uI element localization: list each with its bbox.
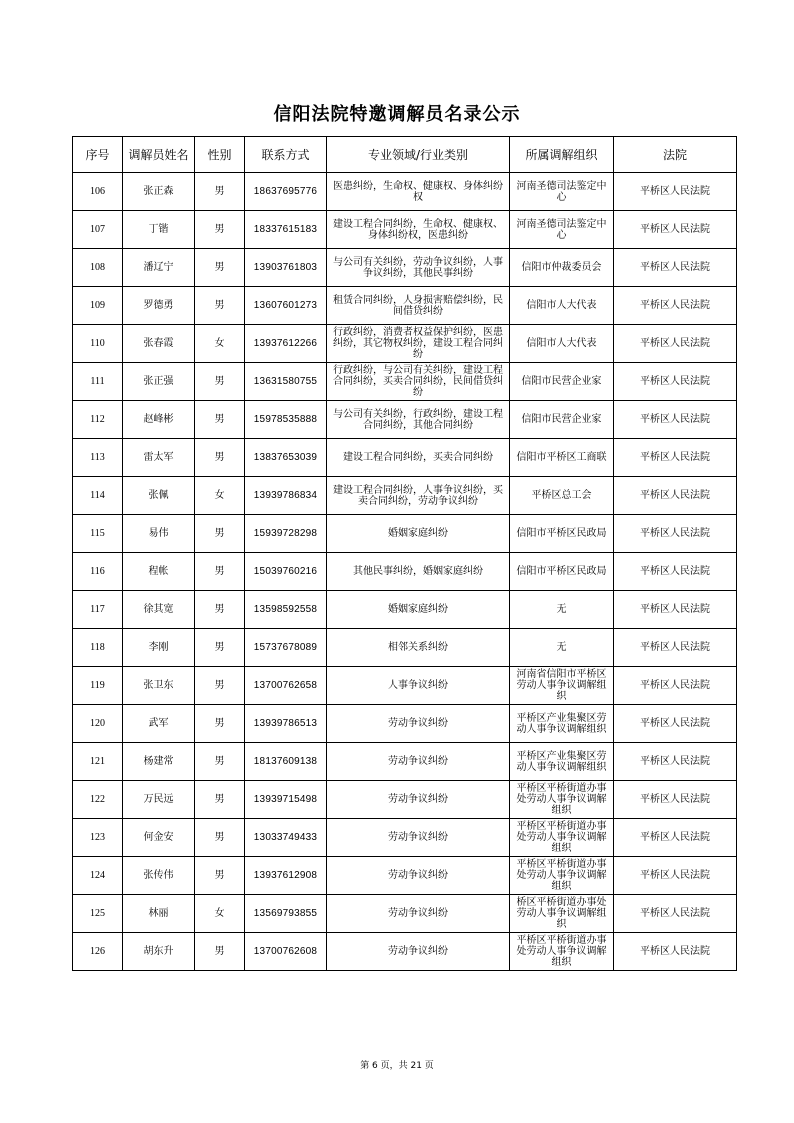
- court-cell: 平桥区人民法院: [614, 781, 737, 819]
- field-cell: 劳动争议纠纷: [327, 743, 510, 781]
- table-row: [73, 211, 737, 249]
- phone-cell: 15039760216: [245, 553, 327, 591]
- mediator-name: 丁锴: [123, 211, 195, 249]
- organization-cell: 信阳市仲裁委员会: [510, 249, 614, 287]
- row-number: 122: [73, 781, 123, 819]
- row-number: 110: [73, 325, 123, 363]
- table-row: [73, 363, 737, 401]
- court-cell: 平桥区人民法院: [614, 591, 737, 629]
- mediator-name: 张传伟: [123, 857, 195, 895]
- gender-cell: 男: [195, 705, 245, 743]
- row-number: 124: [73, 857, 123, 895]
- court-cell: 平桥区人民法院: [614, 439, 737, 477]
- mediator-name: 程帐: [123, 553, 195, 591]
- gender-cell: 男: [195, 211, 245, 249]
- court-cell: 平桥区人民法院: [614, 287, 737, 325]
- gender-cell: 女: [195, 477, 245, 515]
- mediator-name: 徐其宽: [123, 591, 195, 629]
- gender-cell: 男: [195, 933, 245, 971]
- court-cell: 平桥区人民法院: [614, 667, 737, 705]
- mediator-name: 万民远: [123, 781, 195, 819]
- court-cell: 平桥区人民法院: [614, 173, 737, 211]
- field-cell: 行政纠纷，与公司有关纠纷，建设工程合同纠纷，买卖合同纠纷，民间借贷纠纷: [327, 363, 510, 401]
- mediator-name: 林丽: [123, 895, 195, 933]
- organization-cell: 平桥区产业集聚区劳动人事争议调解组织: [510, 743, 614, 781]
- organization-cell: 平桥区平桥街道办事处劳动人事争议调解组织: [510, 819, 614, 857]
- table-row: [73, 933, 737, 971]
- gender-cell: 男: [195, 591, 245, 629]
- organization-cell: 平桥区平桥街道办事处劳动人事争议调解组织: [510, 781, 614, 819]
- field-cell: 劳动争议纠纷: [327, 857, 510, 895]
- mediator-name: 胡东升: [123, 933, 195, 971]
- table-row: [73, 895, 737, 933]
- mediator-name: 张卫东: [123, 667, 195, 705]
- table-row: [73, 591, 737, 629]
- court-cell: 平桥区人民法院: [614, 705, 737, 743]
- table-row: [73, 287, 737, 325]
- court-cell: 平桥区人民法院: [614, 515, 737, 553]
- mediator-name: 张正强: [123, 363, 195, 401]
- court-cell: 平桥区人民法院: [614, 363, 737, 401]
- row-number: 112: [73, 401, 123, 439]
- table-row: [73, 477, 737, 515]
- gender-cell: 男: [195, 515, 245, 553]
- row-number: 106: [73, 173, 123, 211]
- field-cell: 医患纠纷，生命权、健康权、身体纠纷权: [327, 173, 510, 211]
- row-number: 115: [73, 515, 123, 553]
- gender-cell: 男: [195, 819, 245, 857]
- table-row: [73, 249, 737, 287]
- organization-cell: 桥区平桥街道办事处劳动人事争议调解组织: [510, 895, 614, 933]
- phone-cell: 13033749433: [245, 819, 327, 857]
- field-cell: 劳动争议纠纷: [327, 781, 510, 819]
- phone-cell: 13607601273: [245, 287, 327, 325]
- court-cell: 平桥区人民法院: [614, 819, 737, 857]
- row-number: 113: [73, 439, 123, 477]
- row-number: 109: [73, 287, 123, 325]
- header-name: 调解员姓名: [123, 137, 195, 173]
- header-court: 法院: [614, 137, 737, 173]
- mediator-name: 潘辽宁: [123, 249, 195, 287]
- court-cell: 平桥区人民法院: [614, 895, 737, 933]
- phone-cell: 13937612908: [245, 857, 327, 895]
- organization-cell: 信阳市民营企业家: [510, 363, 614, 401]
- gender-cell: 男: [195, 629, 245, 667]
- organization-cell: 信阳市平桥区民政局: [510, 553, 614, 591]
- row-number: 125: [73, 895, 123, 933]
- table-row: [73, 325, 737, 363]
- mediator-name: 雷太军: [123, 439, 195, 477]
- phone-cell: 18337615183: [245, 211, 327, 249]
- phone-cell: 13939786513: [245, 705, 327, 743]
- table-body: [73, 173, 737, 971]
- row-number: 123: [73, 819, 123, 857]
- gender-cell: 男: [195, 781, 245, 819]
- phone-cell: 15737678089: [245, 629, 327, 667]
- mediator-name: 何金安: [123, 819, 195, 857]
- mediator-name: 武军: [123, 705, 195, 743]
- table-row: [73, 743, 737, 781]
- table-row: [73, 439, 737, 477]
- gender-cell: 男: [195, 553, 245, 591]
- field-cell: 与公司有关纠纷，行政纠纷，建设工程合同纠纷，其他合同纠纷: [327, 401, 510, 439]
- court-cell: 平桥区人民法院: [614, 477, 737, 515]
- court-cell: 平桥区人民法院: [614, 211, 737, 249]
- gender-cell: 男: [195, 363, 245, 401]
- organization-cell: 平桥区平桥街道办事处劳动人事争议调解组织: [510, 933, 614, 971]
- gender-cell: 女: [195, 325, 245, 363]
- organization-cell: 河南圣德司法鉴定中心: [510, 211, 614, 249]
- phone-cell: 13903761803: [245, 249, 327, 287]
- mediator-name: 杨建常: [123, 743, 195, 781]
- table-row: [73, 705, 737, 743]
- phone-cell: 13700762658: [245, 667, 327, 705]
- field-cell: 劳动争议纠纷: [327, 933, 510, 971]
- mediator-name: 李刚: [123, 629, 195, 667]
- field-cell: 劳动争议纠纷: [327, 895, 510, 933]
- phone-cell: 13937612266: [245, 325, 327, 363]
- field-cell: 婚姻家庭纠纷: [327, 591, 510, 629]
- gender-cell: 男: [195, 401, 245, 439]
- organization-cell: 信阳市人大代表: [510, 325, 614, 363]
- gender-cell: 女: [195, 895, 245, 933]
- court-cell: 平桥区人民法院: [614, 743, 737, 781]
- field-cell: 劳动争议纠纷: [327, 705, 510, 743]
- phone-cell: 13939786834: [245, 477, 327, 515]
- row-number: 126: [73, 933, 123, 971]
- gender-cell: 男: [195, 173, 245, 211]
- field-cell: 婚姻家庭纠纷: [327, 515, 510, 553]
- table-row: [73, 781, 737, 819]
- court-cell: 平桥区人民法院: [614, 629, 737, 667]
- phone-cell: 18637695776: [245, 173, 327, 211]
- phone-cell: 13569793855: [245, 895, 327, 933]
- organization-cell: 信阳市民营企业家: [510, 401, 614, 439]
- phone-cell: 13837653039: [245, 439, 327, 477]
- gender-cell: 男: [195, 287, 245, 325]
- table-row: [73, 629, 737, 667]
- organization-cell: 平桥区总工会: [510, 477, 614, 515]
- phone-cell: 13700762608: [245, 933, 327, 971]
- organization-cell: 无: [510, 591, 614, 629]
- court-cell: 平桥区人民法院: [614, 553, 737, 591]
- phone-cell: 13939715498: [245, 781, 327, 819]
- gender-cell: 男: [195, 249, 245, 287]
- row-number: 111: [73, 363, 123, 401]
- row-number: 120: [73, 705, 123, 743]
- organization-cell: 信阳市人大代表: [510, 287, 614, 325]
- organization-cell: 平桥区产业集聚区劳动人事争议调解组织: [510, 705, 614, 743]
- row-number: 108: [73, 249, 123, 287]
- field-cell: 人事争议纠纷: [327, 667, 510, 705]
- organization-cell: 无: [510, 629, 614, 667]
- table-row: [73, 553, 737, 591]
- court-cell: 平桥区人民法院: [614, 325, 737, 363]
- field-cell: 其他民事纠纷，婚姻家庭纠纷: [327, 553, 510, 591]
- table-row: [73, 667, 737, 705]
- field-cell: 行政纠纷，消费者权益保护纠纷，医患纠纷，其它物权纠纷，建设工程合同纠纷: [327, 325, 510, 363]
- header-no: 序号: [73, 137, 123, 173]
- mediator-name: 张正森: [123, 173, 195, 211]
- phone-cell: 18137609138: [245, 743, 327, 781]
- gender-cell: 男: [195, 857, 245, 895]
- row-number: 116: [73, 553, 123, 591]
- field-cell: 租赁合同纠纷，人身损害赔偿纠纷，民间借贷纠纷: [327, 287, 510, 325]
- organization-cell: 河南圣德司法鉴定中心: [510, 173, 614, 211]
- field-cell: 建设工程合同纠纷，生命权、健康权、身体纠纷权，医患纠纷: [327, 211, 510, 249]
- header-phone: 联系方式: [245, 137, 327, 173]
- gender-cell: 男: [195, 439, 245, 477]
- court-cell: 平桥区人民法院: [614, 249, 737, 287]
- row-number: 107: [73, 211, 123, 249]
- mediator-name: 赵峰彬: [123, 401, 195, 439]
- mediator-name: 张春霞: [123, 325, 195, 363]
- row-number: 121: [73, 743, 123, 781]
- page-title: 信阳法院特邀调解员名录公示: [273, 104, 521, 125]
- organization-cell: 信阳市平桥区工商联: [510, 439, 614, 477]
- court-cell: 平桥区人民法院: [614, 401, 737, 439]
- phone-cell: 13598592558: [245, 591, 327, 629]
- row-number: 114: [73, 477, 123, 515]
- header-org: 所属调解组织: [510, 137, 614, 173]
- table-row: [73, 173, 737, 211]
- mediator-table: [72, 136, 737, 971]
- organization-cell: 河南省信阳市平桥区劳动人事争议调解组织: [510, 667, 614, 705]
- table-row: [73, 857, 737, 895]
- table-row: [73, 515, 737, 553]
- court-cell: 平桥区人民法院: [614, 857, 737, 895]
- field-cell: 劳动争议纠纷: [327, 819, 510, 857]
- phone-cell: 13631580755: [245, 363, 327, 401]
- table-row: [73, 819, 737, 857]
- table-row: [73, 401, 737, 439]
- mediator-name: 罗德勇: [123, 287, 195, 325]
- table-header-row: [73, 137, 737, 173]
- field-cell: 建设工程合同纠纷，人事争议纠纷，买卖合同纠纷，劳动争议纠纷: [327, 477, 510, 515]
- organization-cell: 平桥区平桥街道办事处劳动人事争议调解组织: [510, 857, 614, 895]
- mediator-name: 张佩: [123, 477, 195, 515]
- field-cell: 相邻关系纠纷: [327, 629, 510, 667]
- row-number: 119: [73, 667, 123, 705]
- gender-cell: 男: [195, 743, 245, 781]
- gender-cell: 男: [195, 667, 245, 705]
- row-number: 118: [73, 629, 123, 667]
- organization-cell: 信阳市平桥区民政局: [510, 515, 614, 553]
- header-field: 专业领域/行业类别: [327, 137, 510, 173]
- mediator-name: 易伟: [123, 515, 195, 553]
- row-number: 117: [73, 591, 123, 629]
- field-cell: 建设工程合同纠纷，买卖合同纠纷: [327, 439, 510, 477]
- page-footer: 第 6 页，共 21 页: [360, 1061, 434, 1071]
- court-cell: 平桥区人民法院: [614, 933, 737, 971]
- header-gender: 性别: [195, 137, 245, 173]
- field-cell: 与公司有关纠纷，劳动争议纠纷，人事争议纠纷，其他民事纠纷: [327, 249, 510, 287]
- phone-cell: 15939728298: [245, 515, 327, 553]
- phone-cell: 15978535888: [245, 401, 327, 439]
